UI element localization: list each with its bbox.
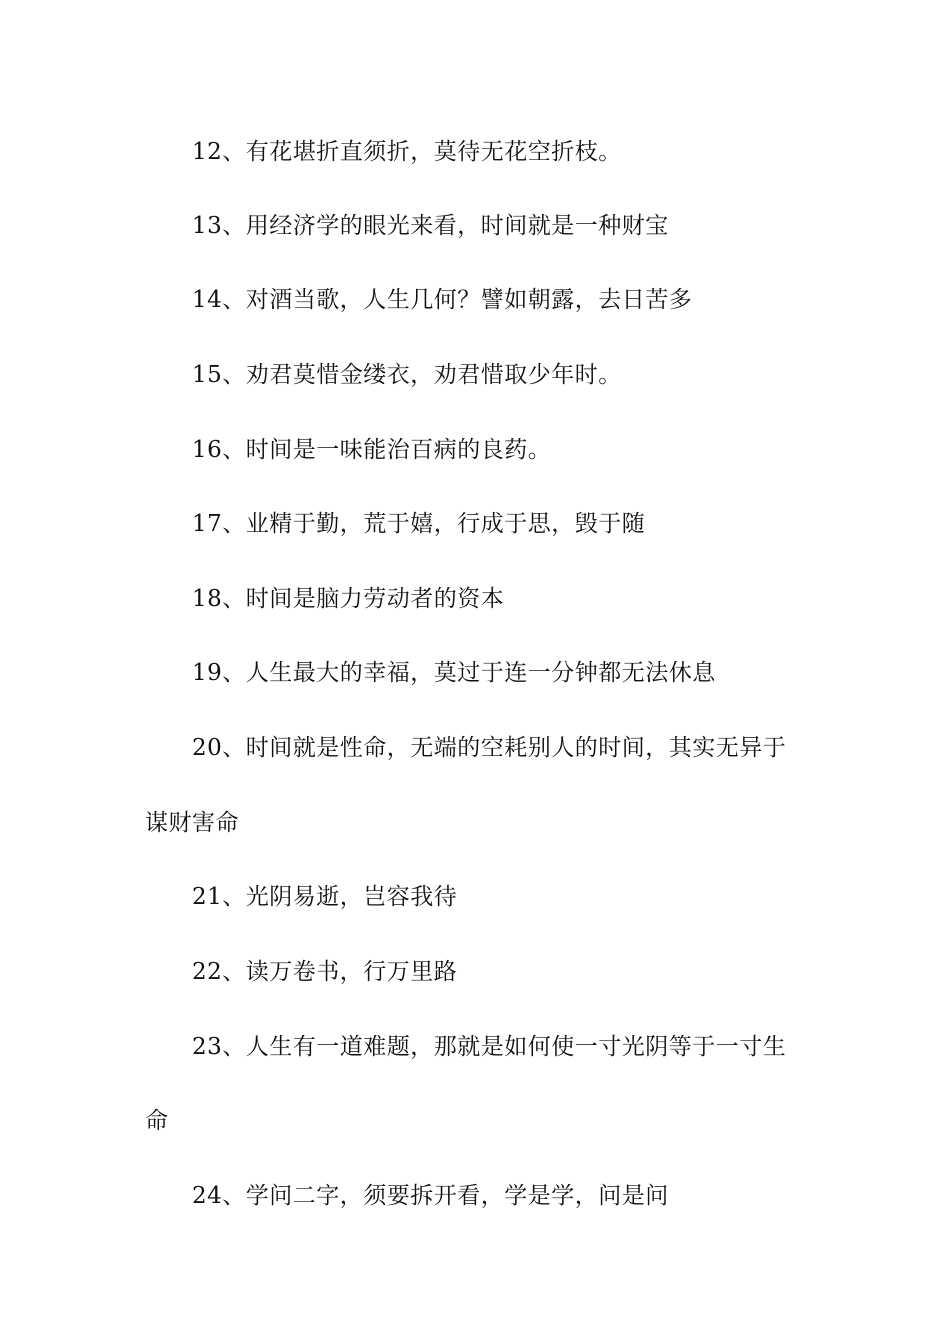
quote-line-20: 20、时间就是性命，无端的空耗别人的时间，其实无异于	[192, 735, 787, 761]
quote-line-15: 15、劝君莫惜金缕衣，劝君惜取少年时。	[192, 362, 622, 388]
quote-line-19: 19、人生最大的幸福，莫过于连一分钟都无法休息	[192, 660, 716, 686]
quote-line-16: 16、时间是一味能治百病的良药。	[192, 437, 552, 463]
quote-line-12: 12、有花堪折直须折，莫待无花空折枝。	[192, 139, 622, 165]
quote-line-17: 17、业精于勤，荒于嬉，行成于思，毁于随	[192, 511, 646, 537]
quote-line-13: 13、用经济学的眼光来看，时间就是一种财宝	[192, 213, 669, 239]
quote-line-24: 24、学问二字，须要拆开看，学是学，问是问	[192, 1183, 669, 1209]
quote-line-18: 18、时间是脑力劳动者的资本	[192, 586, 505, 612]
quote-line-21: 21、光阴易逝，岂容我待	[192, 884, 458, 910]
quote-line-14: 14、对酒当歌，人生几何？譬如朝露，去日苦多	[192, 287, 693, 313]
quote-line-22: 22、读万卷书，行万里路	[192, 959, 458, 985]
quote-line-23-continuation: 命	[145, 1108, 169, 1134]
quote-line-23: 23、人生有一道难题，那就是如何使一寸光阴等于一寸生	[192, 1034, 787, 1060]
quote-line-20-continuation: 谋财害命	[145, 810, 239, 836]
